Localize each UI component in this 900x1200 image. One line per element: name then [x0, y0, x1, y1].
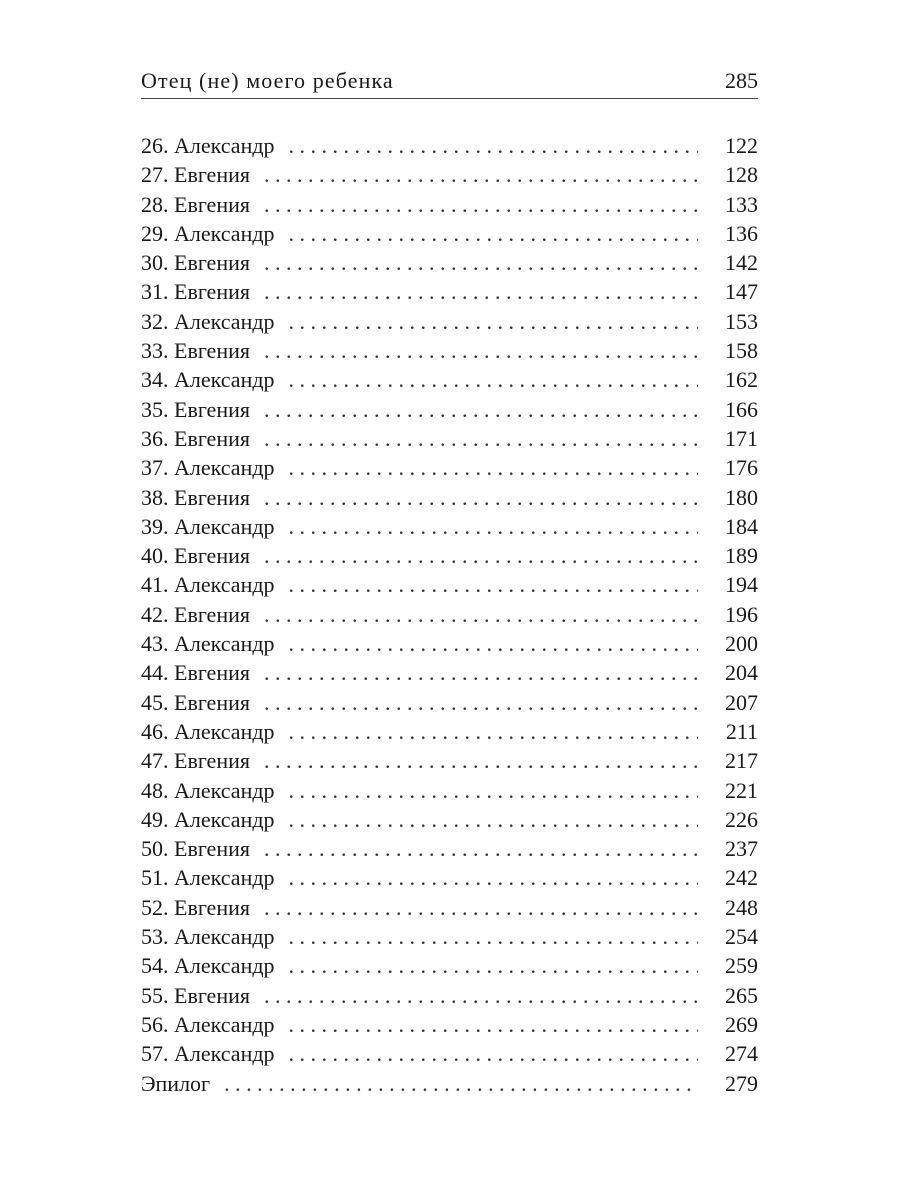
dot-leader	[289, 453, 698, 482]
toc-entry	[141, 541, 758, 570]
dot-leader	[289, 951, 698, 980]
dot-leader	[264, 395, 698, 424]
toc-entry-title: 36. Евгения	[141, 425, 250, 451]
toc-entry	[141, 190, 758, 219]
dot-leader	[264, 160, 698, 189]
toc-entry-page: 128	[725, 162, 758, 188]
dot-leader	[289, 131, 698, 160]
toc-entry-title: 27. Евгения	[141, 162, 250, 188]
toc-entry	[141, 805, 758, 834]
toc-entry	[141, 424, 758, 453]
dot-leader	[264, 424, 698, 453]
toc-entry-page: 162	[725, 367, 758, 393]
toc-entry-title: 48. Александр	[141, 777, 275, 803]
toc-entry-page: 269	[725, 1011, 758, 1037]
toc-entry	[141, 219, 758, 248]
toc-entry	[141, 863, 758, 892]
toc-entry	[141, 1010, 758, 1039]
toc-entry-page: 153	[725, 308, 758, 334]
toc-entry	[141, 951, 758, 980]
toc-entry-title: 55. Евгения	[141, 982, 250, 1008]
toc-entry-title: 30. Евгения	[141, 250, 250, 276]
toc-entry-page: 217	[725, 748, 758, 774]
dot-leader	[264, 190, 698, 219]
toc-entry	[141, 365, 758, 394]
toc-entry-title: 43. Александр	[141, 631, 275, 657]
dot-leader	[224, 1069, 698, 1098]
toc-entry-page: 184	[725, 513, 758, 539]
toc-entry-title: Эпилог	[141, 1070, 211, 1096]
toc-entry-page: 211	[725, 718, 758, 744]
toc-entry	[141, 688, 758, 717]
toc-entry-page: 133	[725, 191, 758, 217]
toc-entry-title: 41. Александр	[141, 572, 275, 598]
running-title: Отец (не) моего ребенка	[141, 68, 394, 93]
dot-leader	[264, 981, 698, 1010]
toc-entry-page: 265	[725, 982, 758, 1008]
toc-entry-page: 254	[725, 924, 758, 950]
toc-entry-page: 242	[725, 865, 758, 891]
dot-leader	[264, 600, 698, 629]
toc-entry-title: 56. Александр	[141, 1011, 275, 1037]
dot-leader	[289, 776, 698, 805]
toc-entry	[141, 776, 758, 805]
toc-entry	[141, 307, 758, 336]
dot-leader	[289, 629, 698, 658]
dot-leader	[289, 1039, 698, 1068]
dot-leader	[264, 688, 698, 717]
toc-entry	[141, 483, 758, 512]
dot-leader	[289, 863, 698, 892]
toc-entry	[141, 893, 758, 922]
dot-leader	[264, 834, 698, 863]
toc-entry	[141, 160, 758, 189]
dot-leader	[289, 1010, 698, 1039]
page-number: 285	[725, 68, 758, 93]
toc-entry-title: 39. Александр	[141, 513, 275, 539]
toc-entry-page: 204	[725, 660, 758, 686]
toc-entry-title: 57. Александр	[141, 1041, 275, 1067]
toc-entry-page: 279	[725, 1070, 758, 1096]
toc-entry-title: 37. Александр	[141, 455, 275, 481]
running-head	[141, 64, 758, 99]
toc-entry-page: 259	[725, 953, 758, 979]
toc-entry	[141, 395, 758, 424]
toc-entry-page: 180	[725, 484, 758, 510]
toc-entry	[141, 600, 758, 629]
toc-entry-page: 147	[725, 279, 758, 305]
dot-leader	[264, 248, 698, 277]
dot-leader	[264, 483, 698, 512]
toc-entry-page: 176	[725, 455, 758, 481]
toc-entry	[141, 746, 758, 775]
toc-entry	[141, 834, 758, 863]
toc-entry-title: 28. Евгения	[141, 191, 250, 217]
toc-entry-page: 166	[725, 396, 758, 422]
toc-entry	[141, 512, 758, 541]
toc-entry-page: 122	[725, 133, 758, 158]
toc-entry-title: 32. Александр	[141, 308, 275, 334]
toc-entry-title: 31. Евгения	[141, 279, 250, 305]
toc-entry-title: 46. Александр	[141, 718, 275, 744]
toc-entry	[141, 981, 758, 1010]
toc-entry	[141, 658, 758, 687]
dot-leader	[264, 541, 698, 570]
toc-entry-page: 171	[725, 425, 758, 451]
toc-entry	[141, 453, 758, 482]
toc-entry-title: 51. Александр	[141, 865, 275, 891]
toc-entry-page: 194	[725, 572, 758, 598]
toc-entry-title: 47. Евгения	[141, 748, 250, 774]
toc-entry	[141, 277, 758, 306]
toc-entry-title: 35. Евгения	[141, 396, 250, 422]
dot-leader	[264, 746, 698, 775]
toc-entry-page: 237	[725, 836, 758, 862]
dot-leader	[264, 277, 698, 306]
dot-leader	[289, 922, 698, 951]
toc-entry	[141, 717, 758, 746]
toc-entry-page: 207	[725, 689, 758, 715]
toc-entry	[141, 1069, 758, 1098]
toc-entry	[141, 131, 758, 160]
toc-entry-page: 158	[725, 338, 758, 364]
toc-entry-page: 226	[725, 806, 758, 832]
toc-entry-page: 200	[725, 631, 758, 657]
toc-entry-page: 136	[725, 220, 758, 246]
dot-leader	[289, 805, 698, 834]
toc-entry-title: 29. Александр	[141, 220, 275, 246]
dot-leader	[289, 512, 698, 541]
toc-entry-page: 274	[725, 1041, 758, 1067]
toc-entry-title: 54. Александр	[141, 953, 275, 979]
dot-leader	[289, 717, 698, 746]
toc-entry-title: 42. Евгения	[141, 601, 250, 627]
toc-entry-title: 53. Александр	[141, 924, 275, 950]
toc-entry	[141, 248, 758, 277]
toc-entry-page: 248	[725, 894, 758, 920]
dot-leader	[289, 219, 698, 248]
toc-entry-title: 40. Евгения	[141, 543, 250, 569]
toc-entry-title: 44. Евгения	[141, 660, 250, 686]
toc-entry	[141, 1039, 758, 1068]
toc-entry	[141, 629, 758, 658]
table-of-contents	[141, 131, 758, 1098]
toc-entry-title: 34. Александр	[141, 367, 275, 393]
dot-leader	[264, 658, 698, 687]
toc-entry-title: 33. Евгения	[141, 338, 250, 364]
toc-entry	[141, 336, 758, 365]
toc-entry	[141, 922, 758, 951]
dot-leader	[289, 365, 698, 394]
dot-leader	[264, 893, 698, 922]
toc-entry-title: 38. Евгения	[141, 484, 250, 510]
toc-entry-title: 50. Евгения	[141, 836, 250, 862]
toc-entry-title: 52. Евгения	[141, 894, 250, 920]
dot-leader	[264, 336, 698, 365]
toc-entry-page: 189	[725, 543, 758, 569]
toc-entry-title: 49. Александр	[141, 806, 275, 832]
dot-leader	[289, 307, 698, 336]
toc-entry-page: 221	[725, 777, 758, 803]
toc-entry-page: 142	[725, 250, 758, 276]
toc-entry-title: 26. Александр	[141, 133, 275, 158]
dot-leader	[289, 570, 698, 599]
toc-entry-title: 45. Евгения	[141, 689, 250, 715]
toc-entry-page: 196	[725, 601, 758, 627]
toc-entry	[141, 570, 758, 599]
